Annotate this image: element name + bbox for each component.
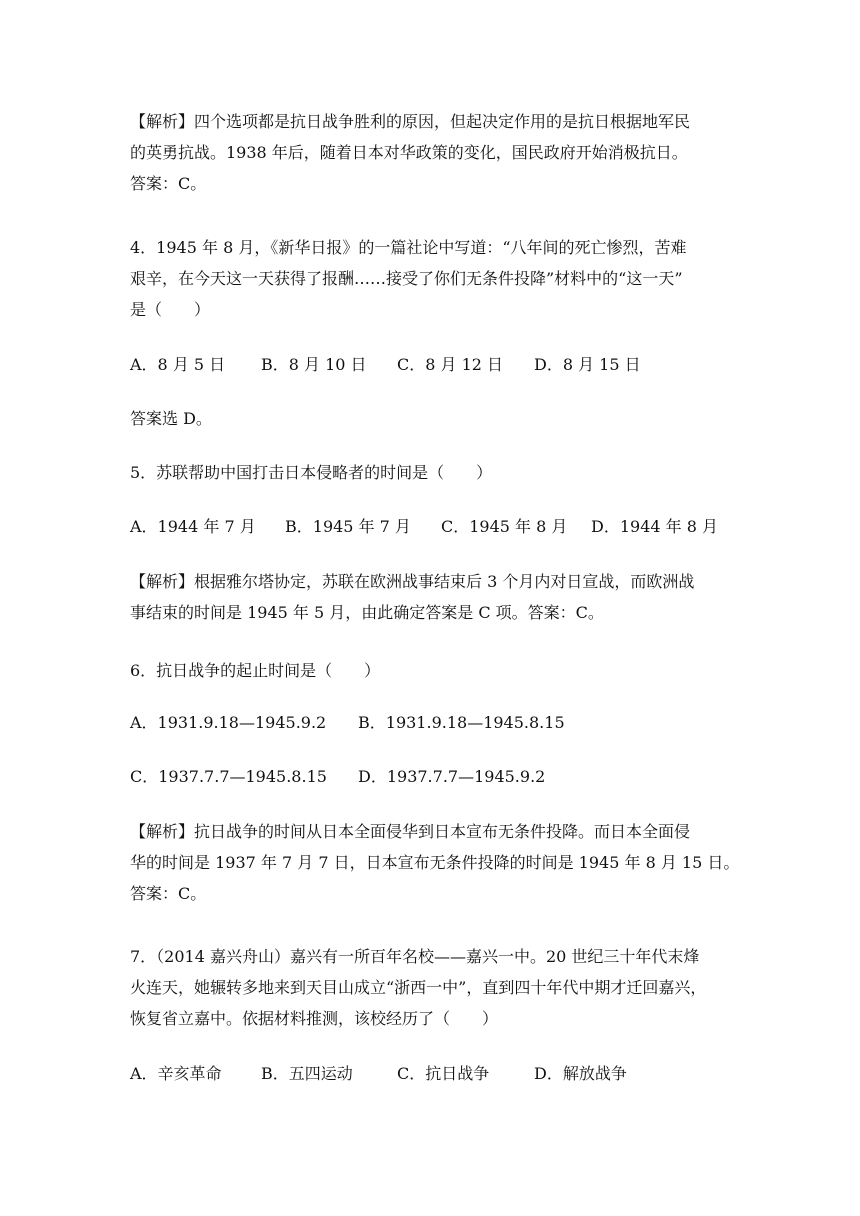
question-4-option-b: B．8 月 10 日 — [261, 355, 367, 374]
question-7-options — [130, 1058, 750, 1089]
question-5-stem — [130, 457, 732, 488]
question-7-line-1: 7．（2014 嘉兴舟山）嘉兴有一所百年名校——嘉兴一中。20 世纪三十年代末烽 — [130, 947, 700, 966]
question-4-line-1: 4．1945 年 8 月，《新华日报》的一篇社论中写道：“八年间的死亡惨烈，苦难 — [130, 238, 687, 257]
analysis-q6-line-2: 华的时间是 1937 年 7 月 7 日，日本宣布无条件投降的时间是 1945 年 8 月 15 日。 — [130, 853, 740, 872]
question-7-option-d: D．解放战争 — [534, 1064, 627, 1083]
analysis-q6-line-3: 答案：C。 — [130, 884, 207, 903]
question-7-option-a: A．辛亥革命 — [130, 1064, 222, 1083]
question-7-option-b: B．五四运动 — [261, 1064, 353, 1083]
analysis-q6-line-1: 【解析】抗日战争的时间从日本全面侵华到日本宣布无条件投降。而日本全面侵 — [130, 822, 691, 841]
question-6-option-a: A．1931.9.18—1945.9.2 — [130, 713, 327, 732]
question-4-answer — [130, 403, 732, 434]
question-6-option-c: C．1937.7.7—1945.8.15 — [130, 767, 327, 786]
question-4-line-2: 艰辛，在今天这一天获得了报酬……接受了你们无条件投降”材料中的“这一天” — [130, 269, 683, 288]
analysis-q3 — [130, 106, 732, 199]
question-4-option-a: A．8 月 5 日 — [130, 355, 226, 374]
question-7-stem — [130, 941, 732, 1034]
question-5-option-b: B．1945 年 7 月 — [285, 517, 411, 536]
question-5-stem-text: 5．苏联帮助中国打击日本侵略者的时间是（ ） — [130, 463, 493, 482]
question-6-option-d: D．1937.7.7—1945.9.2 — [358, 767, 546, 786]
question-6-option-b: B．1931.9.18—1945.8.15 — [358, 713, 565, 732]
question-5-option-d: D．1944 年 8 月 — [591, 517, 718, 536]
question-4-stem — [130, 232, 732, 325]
analysis-q5 — [130, 566, 732, 628]
question-7-line-3: 恢复省立嘉中。依据材料推测，该校经历了（ ） — [130, 1009, 499, 1028]
analysis-q5-line-2: 事结束的时间是 1945 年 5 月，由此确定答案是 C 项。答案：C。 — [130, 603, 604, 622]
analysis-q3-line-3: 答案：C。 — [130, 174, 207, 193]
analysis-q6 — [130, 816, 740, 909]
question-5-options — [130, 511, 750, 542]
question-4-options — [130, 349, 750, 380]
question-7-option-c: C．抗日战争 — [397, 1064, 490, 1083]
question-6-stem-text: 6．抗日战争的起止时间是（ ） — [130, 661, 381, 680]
analysis-q3-line-2: 的英勇抗战。1938 年后，随着日本对华政策的变化，国民政府开始消极抗日。 — [130, 143, 688, 162]
question-4-answer-text: 答案选 D。 — [130, 409, 212, 428]
question-6-stem — [130, 655, 732, 686]
question-7-line-2: 火连天，她辗转多地来到天目山成立“浙西一中”，直到四十年代中期才迁回嘉兴， — [130, 978, 707, 997]
question-6-options-row-1 — [130, 707, 750, 738]
question-5-option-c: C．1945 年 8 月 — [441, 517, 568, 536]
question-4-option-d: D．8 月 15 日 — [534, 355, 641, 374]
analysis-q3-line-1: 【解析】四个选项都是抗日战争胜利的原因，但起决定作用的是抗日根据地军民 — [130, 112, 691, 131]
question-4-option-c: C．8 月 12 日 — [397, 355, 504, 374]
question-4-line-3: 是（ ） — [130, 300, 211, 319]
question-5-option-a: A．1944 年 7 月 — [130, 517, 256, 536]
question-6-options-row-2 — [130, 761, 750, 792]
analysis-q5-line-1: 【解析】根据雅尔塔协定，苏联在欧洲战事结束后 3 个月内对日宣战，而欧洲战 — [130, 572, 695, 591]
